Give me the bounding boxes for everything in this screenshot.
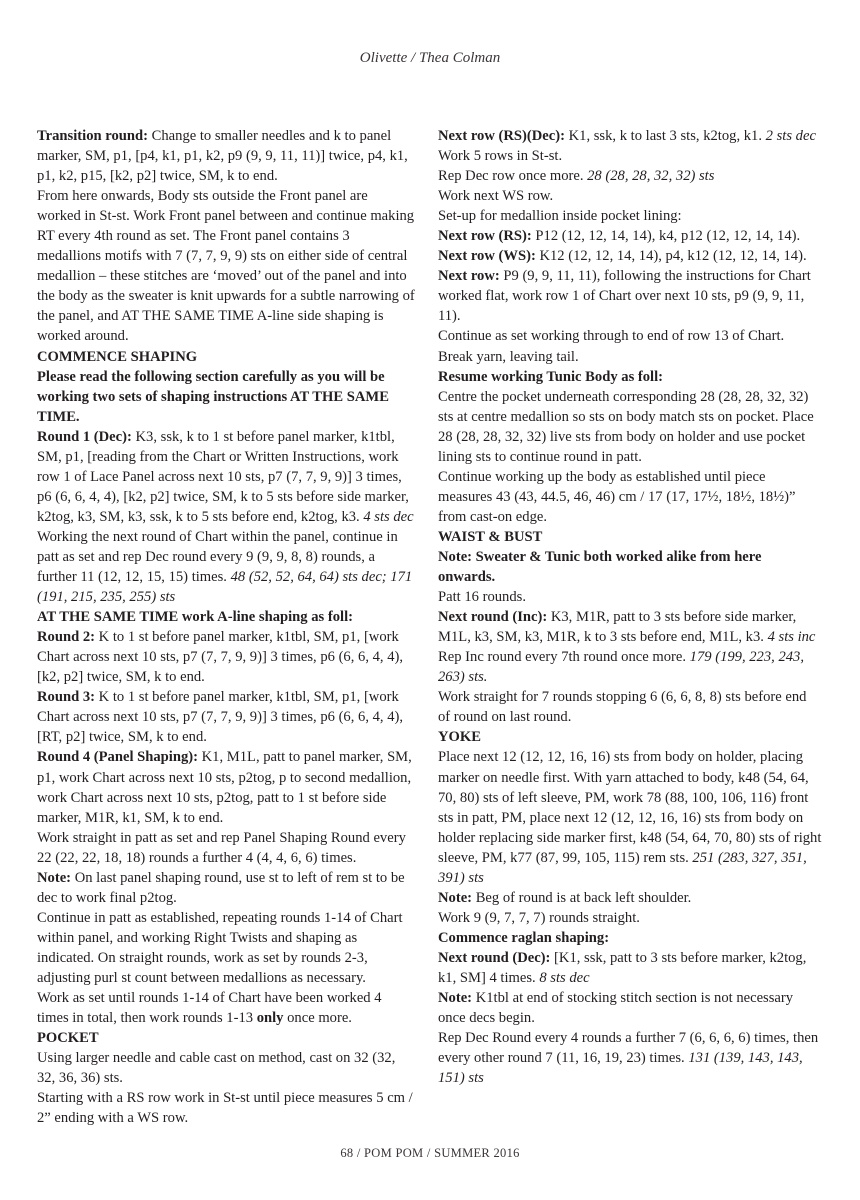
paragraph — [37, 186, 415, 346]
paragraph — [438, 146, 822, 166]
paragraph — [438, 988, 822, 1028]
paragraph — [37, 1028, 415, 1048]
page-footer: 68 / POM POM / SUMMER 2016 — [340, 1146, 520, 1160]
italic-text: 4 sts inc — [767, 629, 816, 646]
bold-text: only — [256, 1010, 284, 1027]
bold-text: Transition round: — [37, 128, 148, 144]
paragraph — [37, 908, 415, 988]
paragraph — [37, 627, 415, 687]
text-run: K12 (12, 12, 14, 14), p4, k12 (12, 12, 14, 14). — [535, 248, 807, 265]
paragraph — [438, 888, 822, 908]
bold-text: WAIST & BUST — [438, 528, 543, 545]
text-run: Work straight in patt as set and rep Panel Shaping Round every 22 (22, 22, 18, 18) rounds a further 4 (4, 4, 6, 6) times. — [37, 829, 406, 866]
paragraph — [438, 367, 822, 387]
paragraph — [438, 647, 822, 687]
text-run: Using larger needle and cable cast on method, cast on 32 (32, 32, 36, 36) sts. — [37, 1050, 396, 1087]
bold-text: Round 2: — [37, 629, 95, 646]
paragraph — [438, 747, 822, 887]
paragraph — [438, 687, 822, 727]
text-run: Continue as set working through to end of row 13 of Chart. Break yarn, leaving tail. — [438, 328, 785, 365]
italic-text: 48 (52, 52, 64, 64) sts dec; 171 (191, 215, 235, 255) sts — [37, 569, 413, 606]
bold-text: Next round (Dec): — [438, 949, 551, 966]
bold-text: Next row (RS): — [438, 228, 532, 245]
text-run: K3, ssk, k to 1 st before panel marker, k1tbl, SM, p1, [reading from the Chart or Written Instructions, work row 1 of Lace Panel across next 10 sts, p7 (7, 7, 9, 9)] 3 times, p6 (6, 6, 4, 4), [k2, p2] twice, SM, k to 5 sts before side marker, k2tog, k3, SM, k3, ssk, k to 5 sts before end, k2tog, k3. — [37, 428, 409, 525]
paragraph — [37, 868, 415, 908]
italic-text: 2 sts dec — [765, 128, 816, 144]
paragraph — [438, 126, 822, 146]
bold-text: Round 4 (Panel Shaping): — [37, 749, 198, 766]
paragraph — [438, 266, 822, 326]
paragraph — [37, 687, 415, 747]
text-run: once more. — [283, 1010, 352, 1027]
italic-text: 131 (139, 143, 143, 151) sts — [438, 1050, 803, 1087]
bold-text: Next row (RS)(Dec): — [438, 128, 565, 144]
paragraph — [438, 186, 822, 206]
paragraph — [37, 427, 415, 527]
text-run: K1, ssk, k to last 3 sts, k2tog, k1. — [564, 128, 766, 144]
text-run: Patt 16 rounds. — [438, 589, 526, 606]
text-run: Change to smaller needles and k to panel marker, SM, p1, [p4, k1, p1, k2, p9 (9, 9, 11, 11)] twice, p4, k1, p1, k2, p15, [k2, p2] twice, SM, k to end. — [37, 128, 408, 185]
text-run: P12 (12, 12, 14, 14), k4, p12 (12, 12, 14, 14). — [531, 228, 801, 245]
italic-text: 28 (28, 28, 32, 32) sts — [587, 168, 715, 185]
text-run: Centre the pocket underneath corresponding 28 (28, 28, 32, 32) sts at centre medallion so sts on body match sts on pocket. Place 28 (28, 28, 32, 32) live sts from body on holder and use pocket lining sts to continue round in patt. — [438, 388, 814, 465]
text-run: On last panel shaping round, use st to left of rem st to be dec to work final p2tog. — [37, 869, 405, 906]
italic-text: 251 (283, 327, 351, 391) sts — [438, 849, 807, 886]
paragraph — [37, 367, 415, 427]
text-run: Work as set until rounds 1-14 of Chart have been worked 4 times in total, then work rounds 1-13 — [37, 990, 382, 1027]
text-run: Starting with a RS row work in St-st until piece measures 5 cm / 2” ending with a WS row. — [37, 1090, 413, 1127]
bold-text: Next round (Inc): — [438, 609, 548, 626]
paragraph — [438, 387, 822, 467]
text-run: K1, M1L, patt to panel marker, SM, p1, work Chart across next 10 sts, p2tog, p to second medallion, work Chart across next 10 sts, p2tog, patt to 1 st before side marker, M1R, k1, SM, k to end. — [37, 749, 412, 826]
text-run: Continue working up the body as established until piece measures 43 (43, 44.5, 46, 46) cm / 17 (17, 17½, 18½, 18½)” from cast-on edge. — [438, 468, 796, 525]
paragraph — [438, 607, 822, 647]
text-run: K to 1 st before panel marker, k1tbl, SM, p1, [work Chart across next 10 sts, p7 (7, 7, 9, 9)] 3 times, p6 (6, 6, 4, 4), [k2, p2] twice, SM, k to end. — [37, 629, 404, 686]
paragraph — [438, 928, 822, 948]
paragraph — [438, 727, 822, 747]
text-run: K3, M1R, patt to 3 sts before side marker, M1L, k3, SM, k3, M1R, k to 3 sts before end, M1L, k3. — [438, 609, 797, 646]
bold-text: Round 3: — [37, 689, 95, 706]
paragraph — [438, 1028, 822, 1088]
text-run: Work straight for 7 rounds stopping 6 (6, 6, 8, 8) sts before end of round on last round. — [438, 689, 807, 726]
bold-text: Note: — [37, 869, 72, 886]
paragraph — [37, 607, 415, 627]
bold-text: Round 1 (Dec): — [37, 428, 132, 445]
italic-text: 179 (199, 223, 243, 263) sts. — [438, 649, 804, 686]
italic-text: 8 sts dec — [539, 969, 590, 986]
bold-text: Please read the following section carefully as you will be working two sets of shaping instructions AT THE SAME TIME. — [37, 368, 389, 425]
left-column — [37, 126, 415, 1128]
italic-text: 4 sts dec — [363, 508, 414, 525]
paragraph — [438, 226, 822, 246]
paragraph — [438, 326, 822, 366]
paragraph — [37, 126, 415, 186]
paragraph — [438, 206, 822, 226]
text-run: Working the next round of Chart within the panel, continue in patt as set and rep Dec round every 9 (9, 9, 8, 8) rounds, a further 11 (12, 12, 15, 15) times. — [37, 528, 398, 586]
paragraph — [438, 948, 822, 988]
bold-text: Resume working Tunic Body as foll: — [438, 368, 664, 385]
text-run: K1tbl at end of stocking stitch section is not necessary once decs begin. — [438, 990, 794, 1027]
text-run: Rep Dec Round every 4 rounds a further 7 (6, 6, 6, 6) times, then every other round 7 (11, 16, 19, 23) times. — [438, 1030, 819, 1067]
text-run: Beg of round is at back left shoulder. — [472, 889, 692, 906]
text-run: P9 (9, 9, 11, 11), following the instructions for Chart worked flat, work row 1 of Chart over next 10 sts, p9 (9, 9, 11, 11). — [438, 268, 811, 325]
page-header: Olivette / Thea Colman — [359, 50, 501, 66]
paragraph — [438, 587, 822, 607]
bold-text: Note: — [438, 990, 473, 1007]
text-run: K to 1 st before panel marker, k1tbl, SM, p1, [work Chart across next 10 sts, p7 (7, 7, 9, 9)] 3 times, p6 (6, 6, 4, 4), [RT, p2] twice, SM, k to end. — [37, 689, 404, 746]
paragraph — [438, 547, 822, 587]
paragraph — [37, 1048, 415, 1088]
bold-text: Note: — [438, 889, 473, 906]
bold-text: Next row (WS): — [438, 248, 536, 265]
text-run: From here onwards, Body sts outside the Front panel are worked in St-st. Work Front panel between and continue making RT every 4th round as set. The Front panel contains 3 medallions motifs with 7 (7, 7, 9, 9) sts on either side of central medallion – these stitches are ‘moved’ out of the panel and into the body as the sweater is knit upwards for a subtle narrowing of the panel, and AT THE SAME TIME A-line side shaping is worked around. — [37, 188, 415, 345]
text-run: Rep Inc round every 7th round once more. — [438, 649, 690, 666]
bold-text: Note: Sweater & Tunic both worked alike from here onwards. — [438, 548, 762, 586]
bold-text: AT THE SAME TIME work A-line shaping as foll: — [37, 609, 353, 626]
bold-text: Commence raglan shaping: — [438, 929, 610, 946]
text-run: Place next 12 (12, 12, 16, 16) sts from body on holder, placing marker on needle first. With yarn attached to body, k48 (54, 64, 70, 80) sts of left sleeve, PM, work 78 (88, 100, 106, 116) front sts in patt, PM, place next 12 (12, 12, 16, 16) sts from body on holder replacing side marker first, k48 (54, 64, 70, 80) sts of right sleeve, PM, k77 (87, 99, 105, 115) rem sts. — [438, 749, 822, 866]
paragraph — [37, 747, 415, 827]
text-run: Continue in patt as established, repeating rounds 1-14 of Chart within panel, and working Right Twists and shaping as indicated. On straight rounds, work as set by rounds 2-3, adjusting purl st count between medallions as necessary. — [37, 909, 403, 986]
paragraph — [438, 246, 822, 266]
paragraph — [37, 347, 415, 367]
paragraph — [438, 527, 822, 547]
right-column — [438, 126, 822, 1088]
paragraph — [37, 1088, 415, 1128]
paragraph — [438, 166, 822, 186]
paragraph — [37, 988, 415, 1028]
paragraph — [438, 467, 822, 527]
text-run: Work 9 (9, 7, 7, 7) rounds straight. — [438, 909, 640, 926]
text-run: [K1, ssk, patt to 3 sts before marker, k2tog, k1, SM] 4 times. — [438, 949, 807, 986]
text-run: Work 5 rows in St-st. — [438, 148, 563, 165]
text-run: Set-up for medallion inside pocket lining: — [438, 208, 682, 225]
bold-text: POCKET — [37, 1030, 99, 1047]
bold-text: YOKE — [438, 729, 481, 746]
paragraph — [37, 828, 415, 868]
bold-text: COMMENCE SHAPING — [37, 348, 198, 365]
text-run: Work next WS row. — [438, 188, 554, 205]
bold-text: Next row: — [438, 268, 500, 285]
paragraph — [37, 527, 415, 607]
text-run: Rep Dec row once more. — [438, 168, 588, 185]
paragraph — [438, 908, 822, 928]
